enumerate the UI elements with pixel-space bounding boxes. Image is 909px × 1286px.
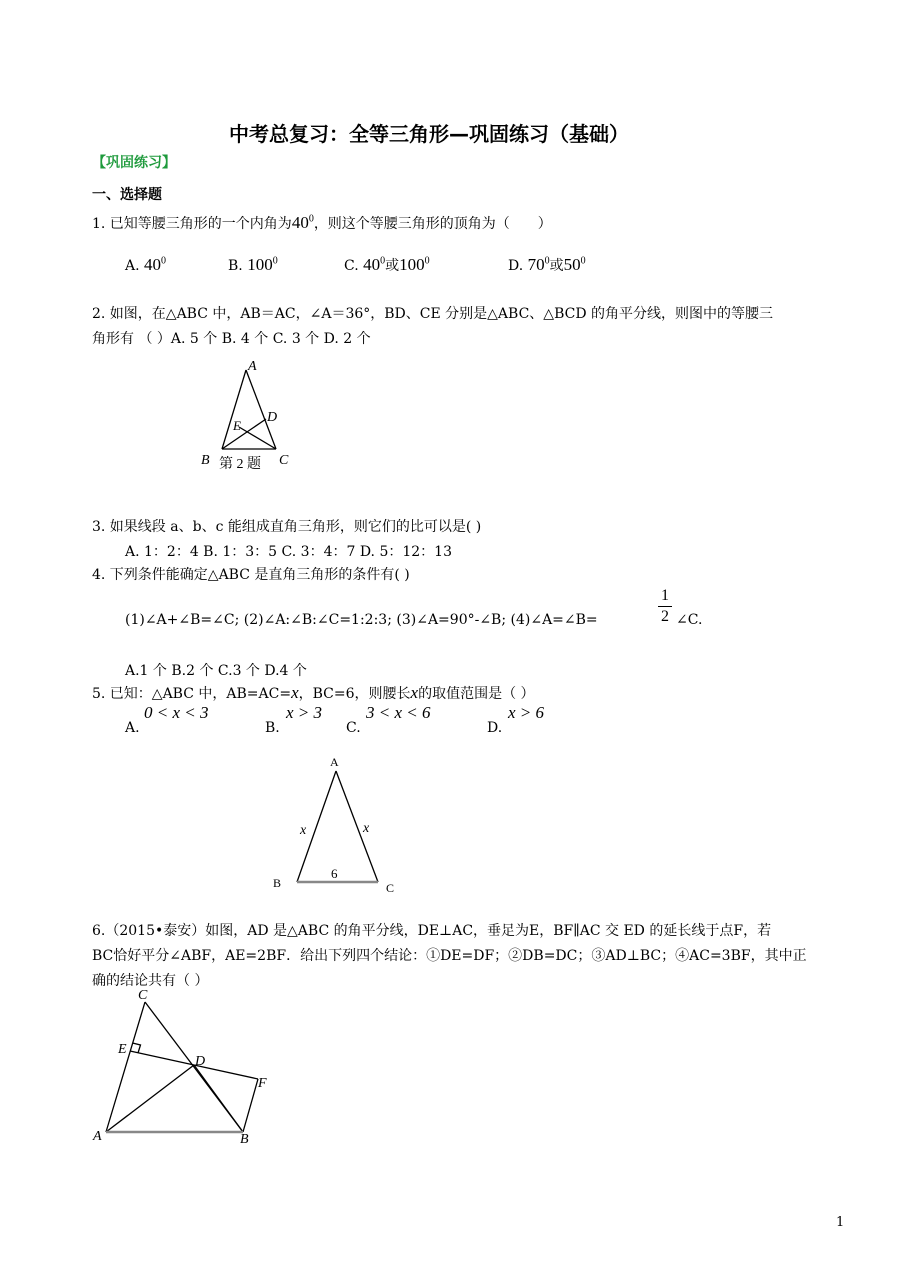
q5-option-a-label: A. — [125, 720, 140, 736]
q2-line-1: 2. 如图，在△ABC 中，AB＝AC，∠A＝36°，BD、CE 分别是△ABC、△BCD 的角平分线，则图中的等腰三 — [92, 306, 774, 322]
q6-label-e: E — [118, 1042, 127, 1057]
q2-figure — [195, 356, 305, 476]
q5-label-c: C — [386, 881, 395, 895]
q3-options: A. 1：2：4 B. 1：3：5 C. 3：4：7 D. 5：12：13 — [125, 544, 452, 560]
q1-stem — [92, 213, 552, 233]
q6-label-a: A — [93, 1129, 102, 1144]
q1-option-d: D. $70^0$或$50^0$ — [508, 255, 586, 274]
q5-option-c-label: C. — [346, 720, 361, 736]
q5-option-b-expr: x > 3 — [286, 703, 323, 722]
q1-stem-text: 1. 已知等腰三角形的一个内角为 — [92, 216, 292, 232]
q5-option-c-expr: 3 < x < 6 — [366, 703, 431, 722]
q5-figure — [265, 752, 405, 897]
q4-frac-den: 2 — [661, 608, 669, 625]
q5-label-left-side: x — [300, 823, 307, 838]
q1-angle: $40^0$ — [291, 213, 314, 232]
q4-options: A.1 个 B.2 个 C.3 个 D.4 个 — [125, 663, 307, 679]
section-heading: 一、选择题 — [92, 187, 162, 203]
q3-stem: 3. 如果线段 a、b、c 能组成直角三角形，则它们的比可以是( ) — [92, 519, 482, 535]
q6-line-3: 确的结论共有（ ） — [92, 973, 209, 989]
q5-label-base: 6 — [331, 866, 338, 881]
q5-option-d-label: D. — [487, 720, 503, 736]
q5-label-b: B — [273, 876, 282, 890]
q5-label-a: A — [330, 755, 339, 769]
q5-label-right-side: x — [363, 821, 370, 836]
q2-label-d: D — [267, 410, 278, 425]
q1-stem-end: ，则这个等腰三角形的顶角为（ ） — [313, 216, 552, 232]
q2-label-a: A — [248, 359, 257, 374]
q2-label-c: C — [279, 453, 289, 468]
q2-line-2: 角形有 （ ）A. 5 个 B. 4 个 C. 3 个 D. 2 个 — [92, 331, 371, 347]
q6-line-2: BC恰好平分∠ABF，AE=2BF．给出下列四个结论：①DE=DF；②DB=DC；③AD⊥BC；④AC=3BF，其中正 — [92, 948, 807, 964]
q5-option-b-label: B. — [265, 720, 280, 736]
q5-option-d-expr: x > 6 — [508, 703, 545, 722]
q4-fraction — [658, 587, 672, 626]
q4-conditions-end: ∠C. — [676, 612, 703, 628]
q5-stem: 5. 已知：△ABC 中，AB=AC=x，BC=6，则腰长x的取值范围是（ ） — [92, 683, 535, 702]
q6-label-c: C — [138, 988, 148, 1003]
q4-stem: 4. 下列条件能确定△ABC 是直角三角形的条件有( ) — [92, 567, 410, 583]
q1-option-a: A. $40^0$ — [125, 255, 167, 274]
q4-frac-num: 1 — [661, 587, 669, 604]
q2-caption: 第 2 题 — [219, 457, 261, 472]
q6-label-b: B — [240, 1132, 249, 1147]
q2-label-e: E — [233, 418, 241, 433]
q6-label-f: F — [258, 1076, 267, 1091]
q6-label-d: D — [195, 1054, 206, 1069]
q4-conditions: (1)∠A+∠B=∠C; (2)∠A:∠B:∠C=1:2:3; (3)∠A=90°-∠B; (4)∠A=∠B= — [125, 612, 598, 628]
page-title: 中考总复习：全等三角形—巩固练习（基础） — [229, 122, 629, 146]
section-tag: 【巩固练习】 — [92, 155, 176, 171]
q5-option-a-expr: 0 < x < 3 — [144, 703, 209, 722]
q1-option-b: B. $100^0$ — [228, 255, 278, 274]
page-number: 1 — [836, 1215, 845, 1230]
q1-option-c: C. $40^0$或$100^0$ — [344, 255, 430, 274]
q6-line-1: 6.（2015•泰安）如图，AD 是△ABC 的角平分线，DE⊥AC，垂足为E，BF∥AC 交 ED 的延长线于点F，若 — [92, 923, 772, 939]
q6-figure — [88, 985, 278, 1150]
q2-label-b: B — [201, 453, 210, 468]
